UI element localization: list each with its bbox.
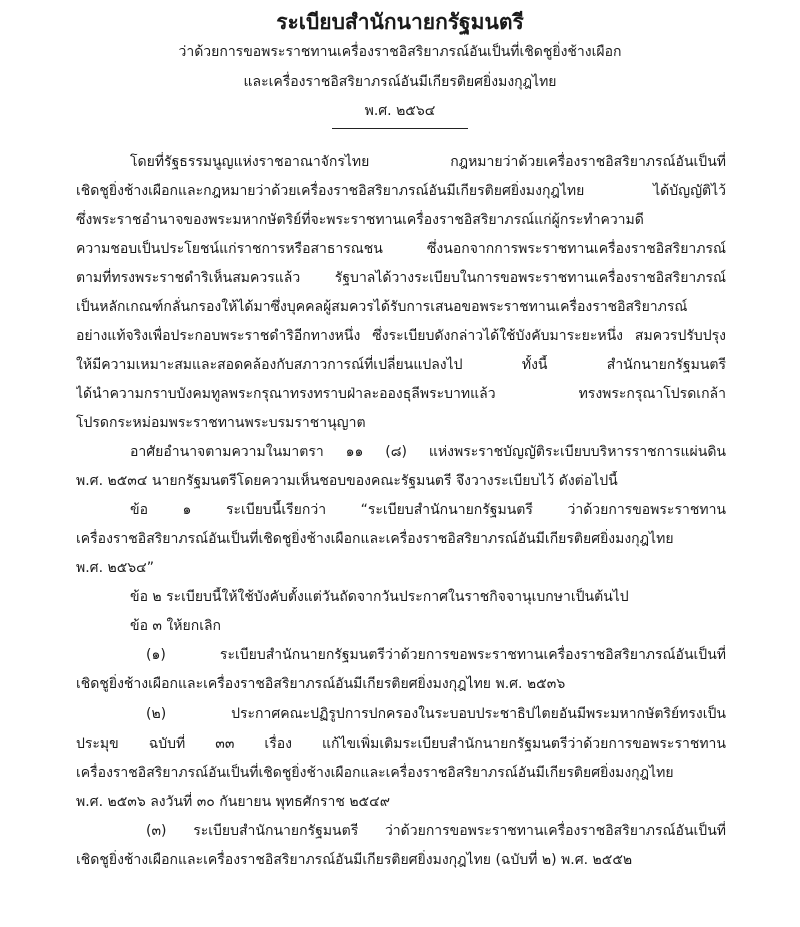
preamble-line-2: เชิดชูยิ่งช้างเผือกและกฎหมายว่าด้วยเครื่องราชอิสริยาภรณ์อันมีเกียรติยศยิ่งมงกุฎไทย ได้บัญญัติไว้ [76,183,726,199]
item-2-line-1: (๒) ประกาศคณะปฏิรูปการปกครองในระบอบประชาธิปไตยอันมีพระมหากษัตริย์ทรงเป็น [146,706,726,722]
preamble-line-1: โดยที่รัฐธรรมนูญแห่งราชอาณาจักรไทย กฎหมายว่าด้วยเครื่องราชอิสริยาภรณ์อันเป็นที่ [130,154,726,170]
document-title: ระเบียบสำนักนายกรัฐมนตรี [276,10,524,34]
preamble-line-9: ได้นำความกราบบังคมทูลพระกรุณาทรงทราบฝ่าละอองธุลีพระบาทแล้ว ทรงพระกรุณาโปรดเกล้า [76,386,726,402]
item-2-line-3: เครื่องราชอิสริยาภรณ์อันเป็นที่เชิดชูยิ่งช้างเผือกและเครื่องราชอิสริยาภรณ์อันมีเกียรติยศยิ่งมงกุฎไทย [76,765,674,781]
clause-1-line-2: เครื่องราชอิสริยาภรณ์อันเป็นที่เชิดชูยิ่งช้างเผือกและเครื่องราชอิสริยาภรณ์อันมีเกียรติยศยิ่งมงกุฎไทย [76,531,674,547]
document-year: พ.ศ. ๒๕๖๔ [364,103,436,119]
clause-1-line-3: พ.ศ. ๒๕๖๔” [76,560,155,576]
authority-line-1: อาศัยอำนาจตามความในมาตรา ๑๑ (๘) แห่งพระราชบัญญัติระเบียบบริหารราชการแผ่นดิน [130,444,726,460]
item-3-line-2: เชิดชูยิ่งช้างเผือกและเครื่องราชอิสริยาภรณ์อันมีเกียรติยศยิ่งมงกุฎไทย (ฉบับที่ ๒) พ.ศ. ๒๕๕๒ [76,852,633,868]
preamble-line-10: โปรดกระหม่อมพระราชทานพระบรมราชานุญาต [76,415,366,431]
clause-3-line: ข้อ ๓ ให้ยกเลิก [130,618,222,634]
clause-2-line: ข้อ ๒ ระเบียบนี้ให้ใช้บังคับตั้งแต่วันถัดจากวันประกาศในราชกิจจานุเบกษาเป็นต้นไป [130,589,629,605]
document-subtitle-line-2: และเครื่องราชอิสริยาภรณ์อันมีเกียรติยศยิ่งมงกุฎไทย [243,74,557,90]
item-1-line-2: เชิดชูยิ่งช้างเผือกและเครื่องราชอิสริยาภรณ์อันมีเกียรติยศยิ่งมงกุฎไทย พ.ศ. ๒๕๓๖ [76,676,566,692]
preamble-line-8: ให้มีความเหมาะสมและสอดคล้องกับสภาวการณ์ที่เปลี่ยนแปลงไป ทั้งนี้ สำนักนายกรัฐมนตรี [76,357,726,373]
item-3-line-1: (๓) ระเบียบสำนักนายกรัฐมนตรี ว่าด้วยการขอพระราชทานเครื่องราชอิสริยาภรณ์อันเป็นที่ [146,823,726,839]
preamble-line-5: ตามที่ทรงพระราชดำริเห็นสมควรแล้ว รัฐบาลได้วางระเบียบในการขอพระราชทานเครื่องราชอิสริยาภรณ์ [76,270,726,286]
preamble-line-6: เป็นหลักเกณฑ์กลั่นกรองให้ได้มาซึ่งบุคคลผู้สมควรได้รับการเสนอขอพระราชทานเครื่องราชอิสริยาภรณ์ [76,299,688,315]
preamble-line-4: ความชอบเป็นประโยชน์แก่ราชการหรือสาธารณชน ซึ่งนอกจากการพระราชทานเครื่องราชอิสริยาภรณ์ [76,241,726,257]
item-2-line-4: พ.ศ. ๒๕๓๖ ลงวันที่ ๓๐ กันยายน พุทธศักราช ๒๕๔๙ [76,794,390,810]
document-subtitle-line-1: ว่าด้วยการขอพระราชทานเครื่องราชอิสริยาภรณ์อันเป็นที่เชิดชูยิ่งช้างเผือก [178,44,622,60]
preamble-line-7: อย่างแท้จริงเพื่อประกอบพระราชดำริอีกทางหนึ่ง ซึ่งระเบียบดังกล่าวได้ใช้บังคับมาระยะหนึ่ง สมควรปรับปรุง [76,328,726,344]
clause-1-line-1: ข้อ ๑ ระเบียบนี้เรียกว่า “ระเบียบสำนักนายกรัฐมนตรี ว่าด้วยการขอพระราชทาน [130,502,726,518]
item-2-line-2: ประมุข ฉบับที่ ๓๓ เรื่อง แก้ไขเพิ่มเติมระเบียบสำนักนายกรัฐมนตรีว่าด้วยการขอพระราชทาน [76,736,726,752]
item-1-line-1: (๑) ระเบียบสำนักนายกรัฐมนตรีว่าด้วยการขอพระราชทานเครื่องราชอิสริยาภรณ์อันเป็นที่ [146,647,726,663]
title-divider [332,128,468,129]
authority-line-2: พ.ศ. ๒๕๓๔ นายกรัฐมนตรีโดยความเห็นชอบของคณะรัฐมนตรี จึงวางระเบียบไว้ ดังต่อไปนี้ [76,473,618,489]
preamble-line-3: ซึ่งพระราชอำนาจของพระมหากษัตริย์ที่จะพระราชทานเครื่องราชอิสริยาภรณ์แก่ผู้กระทำความดี [76,212,644,228]
